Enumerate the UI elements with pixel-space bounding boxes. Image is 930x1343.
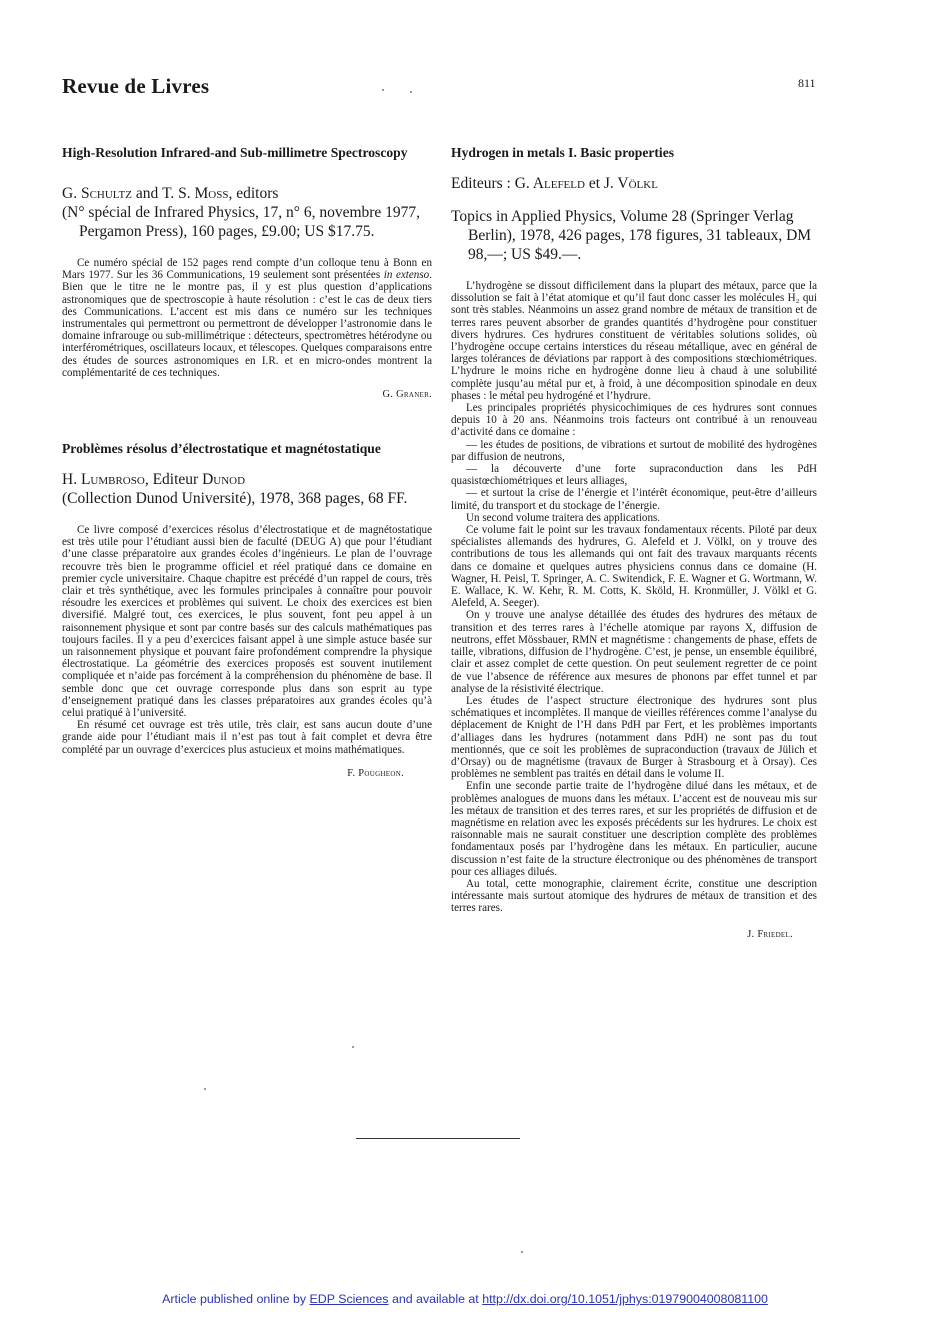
body-text: . Bien que le titre ne le montre pas, il y est plus question d’applications astronomiques que de spectroscopie à haute résolution : c’est le cas de deux tiers des Communications. L’accent est mis dans ce numéro sur les techniques instrumentales qui permettront ou permettront de développer l’astronomie dans le domaine infrarouge ou sub-millimétrique : détecteurs, spectromètres hétérodyne ou interférométriques, oscillateurs locaux, et télescopes. Quelques comparaisons entre des études de sources astronomiques en I.R. et en micro-ondes montrent la complémentarité de ces techniques. [62,269,432,379]
page-number: 811 [798,76,816,90]
body-list-item: — la découverte d’une forte supraconduction dans les PdH quasistœchiométriques et leurs alliages, [451,463,817,488]
review-title: Hydrogen in metals I. Basic properties [451,145,675,160]
body-list-item: — et surtout la crise de l’énergie et l’intérêt économique, peut-être d’ailleurs limité, du transport et du stockage de l’énergie. [451,487,817,512]
print-speck [204,1088,206,1090]
review-publication: (N° spécial de Infrared Physics, 17, n° 6, novembre 1977, Pergamon Press), 160 pages, £9.00; US $17.75. [62,204,421,240]
review-signature: J. Friedel. [747,928,793,940]
print-speck [382,89,384,91]
publisher-name: Dunod [202,471,246,489]
body-paragraph: L’hydrogène se dissout difficilement dans la plupart des métaux, parce que la dissolution se fait à l’état atomique et qu’il faut donc casser les molécules H₂ qui sont très stables. Néanmoins un assez grand nombre de métaux de transition et de terres rares peuvent absorber de grandes quantités d’hydrogène pour constituer divers hydrures. Ces hydrures constituent de véritables solutions solides, où l’hydrogène occupe certains interstices du réseau métallique, avec en général de larges tolérances de déviations par rapport à des compositions stœchiométriques. L’hydrure le moins riche en hydrogène donne lieu à chaud à une solubilité complète jusqu’au métal pur et, à froid, à une décomposition spinodale en deux phases : le métal peu hydrogéné et l’hydrure. [451,280,817,402]
footer-prefix: Article published online by [162,1292,310,1306]
body-paragraph: Les principales propriétés physicochimiques de ces hydrures sont connues depuis 10 à 20 ans. Néanmoins trois facteurs ont contribué à un renouveau d’activité dans ce domaine : [451,402,817,439]
review-publication: Topics in Applied Physics, Volume 28 (Springer Verlag Berlin), 1978, 426 pages, 178 figures, 31 tableaux, DM 98,—; US $49.—. [451,208,812,263]
review-author [62,470,432,489]
editors-prefix: Editeurs : [451,175,515,192]
review-hydrogen-metals [451,144,817,940]
right-column [451,144,817,940]
running-title: Revue de Livres [62,74,210,98]
author-sep: , Editeur [144,471,203,489]
review-publication: (Collection Dunod Université), 1978, 368 pages, 68 FF. [62,490,408,508]
publication-footer [0,1292,930,1306]
body-paragraph: Au total, cette monographie, clairement écrite, constitue une description intéressante mais surtout atomique des hydrures de métaux de transition et des terres rares. [451,877,817,915]
review-body [451,280,817,915]
footer-middle: and available at [388,1292,483,1306]
body-paragraph: Enfin une seconde partie traite de l’hydrogène dilué dans les métaux, et de problèmes analogues de muons dans les métaux. L’accent est de nouveau mis sur les métaux de transition et des terres rares, et sur les propriétés de diffusion et de magnétisme en relation avec les exposés précédents sur les hydrures. Le choix est raisonnable mais ne saurait constituer une description complète des problèmes fondamentaux posés par l’hydrogène dans les métaux. En particulier, aucune discussion n’est faite de la structure électronique ou des phénomènes de transport pour ces alliages dilués. [451,780,817,878]
editor-role: , editors [228,185,279,202]
doi-link[interactable]: http://dx.doi.org/10.1051/jphys:01979004008081100 [482,1292,768,1306]
body-text: Ce numéro spécial de 152 pages rend compte d’un colloque tenu à Bonn en Mars 1977. Sur les 36 Communications, 19 seulement sont présentées [62,257,432,282]
review-signature: G. Graner. [382,389,432,401]
review-body [62,257,432,379]
body-paragraph: Ce livre composé d’exercices résolus d’électrostatique et de magnétostatique est très utile pour l’étudiant aussi bien de faculté (DEUG A) que pour l’étudiant d’une classe préparatoire aux grandes écoles d’ingénieurs. Le plan de l’ouvrage recouvre très bien le programme officiel et réel pratiqué dans ce domaine en premier cycle universitaire. Chaque chapitre est précédé d’un rappel de cours, très clair et très synthétique, avec les formules principales à connaître pour pouvoir résoudre les exercices et problèmes qui suivent. Le choix des exercices est bien diversifié. Malgré tout, ces exercices, le plus souvent, font peu appel à un raisonnement physique et sont par contre basés sur des calculs mathématiques pas toujours faciles. Il y a peu d’exercices faisant appel à une simple astuce basée sur un raisonnement physique et pouvant faire profondément comprendre la physique électrostatique. La géométrie des exercices proposés est souvent inutilement compliquée et n’aide pas forcément à la compréhension du phénomène de base. Il semble donc que cet ouvrage corresponde plus dans son esprit au type d’enseignement pratiqué dans les classes préparatoires aux grandes écoles qu’à celui pratiqué à l’université. [62,524,432,720]
editor-name: J. Völkl [603,175,658,192]
body-emphasis: in extenso [383,269,430,282]
body-paragraph: On y trouve une analyse détaillée des études des hydrures des métaux de transition et des terres rares à l’échelle atomique par rayons X, diffusion de neutrons, effet Mössbauer, RMN et magnétisme : changements de phase, effets de taille, vibrations, diffusion de l’hydrogène. C’est, je pense, un ensemble équilibré, clair et assez complet de cette question. On peut seulement regretter de ce point de vue l’absence de référence aux mesures de phonons par effet tunnel et par analyse de la résistivité électrique. [451,609,817,695]
author-name: H. Lumbroso [62,471,145,489]
body-paragraph: Les études de l’aspect structure électronique des hydrures sont plus schématiques et incomplètes. Il manque de vieilles références comme l’analyse du déplacement de Knight de l’H dans PdH par Fert, et les problèmes importants d’alliages dans les hydrures (notamment dans PdH) ne sont pas du tout mentionnés, que ce soit les problèmes de supraconduction (travaux de Jülich et d’Orsay) ou de magnétisme (travaux de Burger à Strasbourg et à Orsay). Ces problèmes ne semblent pas traités en détail dans le volume II. [451,694,817,781]
editors-and: et [584,175,604,192]
print-speck [410,91,412,93]
review-infrared-spectroscopy [62,144,432,400]
review-editors [62,184,432,203]
review-body [62,524,432,756]
print-speck [352,1046,354,1048]
editor-and: and [135,185,159,202]
body-list-item: — les études de positions, de vibrations et surtout de mobilité des hydrogènes par diffusion de neutrons, [451,438,817,463]
review-title: High-Resolution Infrared-and Sub-millimetre Spectroscopy [62,145,408,160]
review-electrostatique [62,440,432,779]
left-column [62,144,432,779]
print-speck [521,1251,523,1253]
review-editors [451,174,817,193]
editor-name: G. Alefeld [514,175,585,192]
review-signature: F. Pougheon. [347,767,404,779]
editor-name: G. Schultz [62,185,132,202]
body-paragraph: Ce volume fait le point sur les travaux fondamentaux récents. Piloté par deux spécialistes allemands des hydrures, G. Alefeld et J. Völkl, on y trouve des contributions de tous les allemands qui ont fait des travaux marquants récents dans ce domaine et quelques autres physiciens connus dans ce domaine (H. Wagner, H. Peisl, T. Springer, A. C. Switendick, F. E. Wagner et G. Wortmann, W. E. Wallace, K. W. Kehr, R. M. Cotts, K. Sköld, H. Kronmüller, J. Völkl et G. Alefeld, A. Seeger). [451,524,817,610]
body-paragraph: En résumé cet ouvrage est très utile, très clair, est sans aucun doute d’une grande aide pour l’étudiant mais il n’est pas tout à fait complet et devra être complété par un ouvrage d’exercices plus astucieux et moins mathématiques. [62,719,432,756]
editor-name: T. S. Moss [162,185,229,202]
edp-sciences-link[interactable]: EDP Sciences [309,1292,389,1306]
body-paragraph: Un second volume traitera des applications. [466,511,661,524]
review-title: Problèmes résolus d’électrostatique et magnétostatique [62,441,381,457]
end-rule [356,1138,520,1139]
